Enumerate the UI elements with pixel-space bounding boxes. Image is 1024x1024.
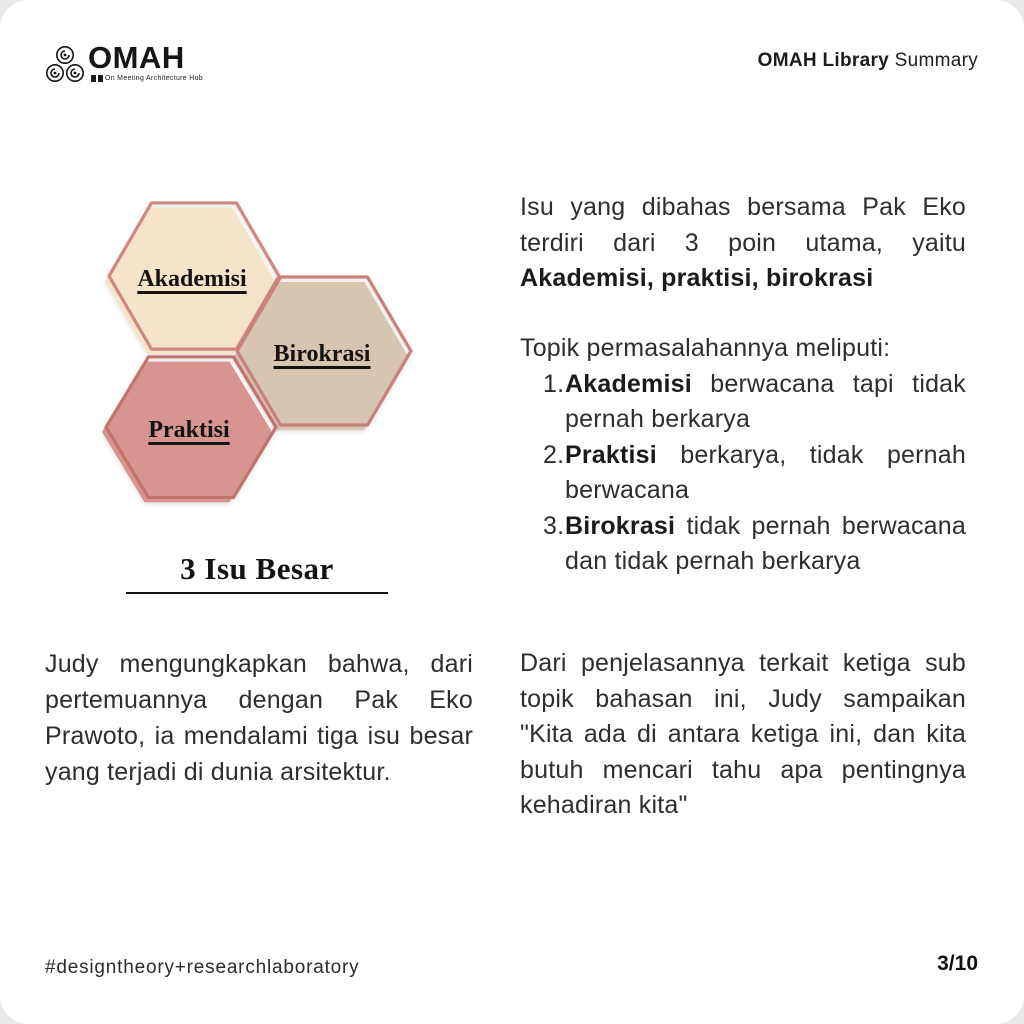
closing-paragraph: Dari penjelasannya terkait ketiga sub topik bahasan ini, Judy sampaikan "Kita ada di antara ketiga ini, dan kita butuh mencari tahu apa pentingnya kehadiran kita" (520, 649, 966, 819)
left-paragraph: Judy mengungkapkan bahwa, dari pertemuannya dengan Pak Eko Prawoto, ia mendalami tiga isu besar yang terjadi di dunia arsitektur. (45, 650, 473, 786)
tagline-seal-icon (91, 75, 96, 82)
omah-logo (44, 42, 203, 88)
list-item-number: 3. (543, 511, 565, 540)
list-item (520, 509, 966, 580)
hexagon-diagram (98, 198, 428, 518)
hexagon-praktisi-label: Praktisi (148, 416, 230, 443)
topics-list (520, 331, 966, 580)
hexagon-birokrasi-label: Birokrasi (273, 340, 371, 367)
brand-wordmark: OMAH (88, 40, 185, 75)
list-item-term: Birokrasi (565, 511, 676, 540)
tagline-seal-icon (98, 75, 103, 82)
intro-text: Isu yang dibahas bersama Pak Eko terdiri dari 3 poin utama, yaitu (520, 193, 966, 257)
hexagon-praktisi (99, 354, 279, 506)
document-header-title (758, 50, 978, 72)
intro-bold-terms: Akademisi, praktisi, birokrasi (520, 264, 874, 292)
header-title-bold: OMAH Library (757, 50, 890, 71)
brand-tagline-text: On Meeting Architecture Hub (105, 75, 203, 82)
omah-triple-spiral-icon (44, 44, 86, 88)
header-title-regular: Summary (894, 50, 978, 71)
list-item-term: Akademisi (565, 369, 692, 398)
list-item-number: 2. (543, 440, 565, 469)
footer-hashtag: #designtheory+researchlaboratory (45, 957, 360, 978)
list-item-text: tidak pernah berwacana dan tidak pernah berkarya (565, 511, 966, 575)
diagram-title: 3 Isu Besar (126, 551, 388, 594)
list-item (520, 438, 966, 509)
list-item-term: Praktisi (565, 440, 657, 469)
list-item-text: berwacana tapi tidak pernah berkarya (565, 369, 966, 433)
intro-paragraph (520, 190, 966, 297)
page-number: 3/10 (937, 952, 978, 975)
list-item (520, 367, 966, 438)
list-item-text: berkarya, tidak pernah berwacana (565, 440, 966, 504)
list-item-number: 1. (543, 369, 565, 398)
hexagon-akademisi-label: Akademisi (137, 265, 247, 292)
brand-tagline (88, 75, 203, 82)
topics-list-heading: Topik permasalahannya meliputi: (520, 334, 891, 362)
